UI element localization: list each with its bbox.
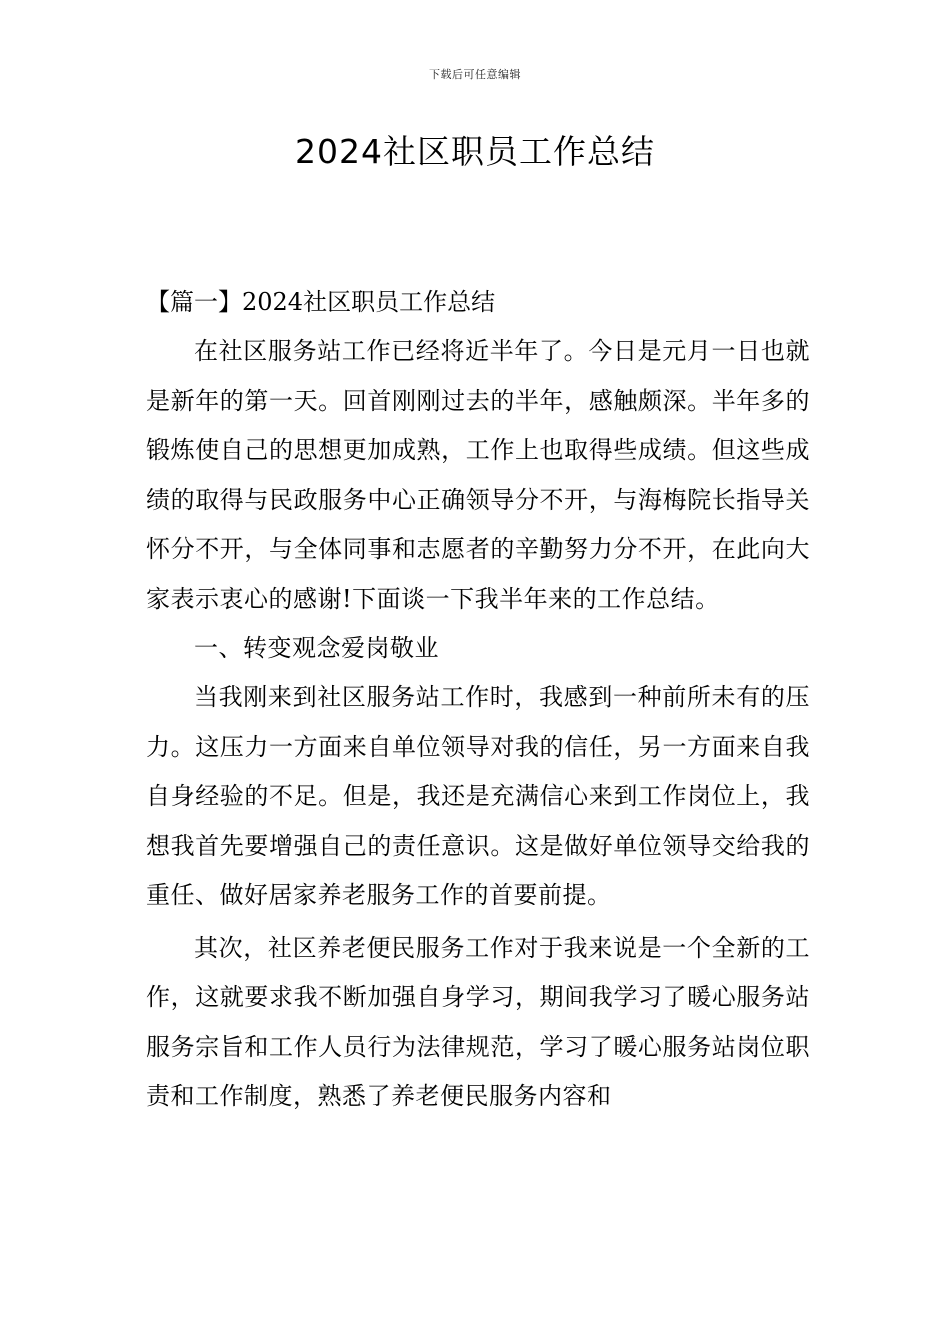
header-note: 下载后可任意编辑 [429, 68, 521, 81]
section-heading: 【篇一】2024社区职员工作总结 [146, 288, 496, 316]
paragraph-3: 其次，社区养老便民服务工作对于我来说是一个全新的工作，这就要求我不断加强自身学习，期间我学习了暖心服务站服务宗旨和工作人员行为法律规范，学习了暖心服务站岗位职责和工作制度，熟悉了养老便民服务内容和 [146, 933, 810, 1110]
document-body [146, 278, 810, 1122]
paragraph-intro: 在社区服务站工作已经将近半年了。今日是元月一日也就是新年的第一天。回首刚刚过去的半年，感触颇深。半年多的锻炼使自己的思想更加成熟，工作上也取得些成绩。但这些成绩的取得与民政服务中心正确领导分不开，与海梅院长指导关怀分不开，与全体同事和志愿者的辛勤努力分不开，在此向大家表示衷心的感谢!下面谈一下我半年来的工作总结。 [146, 337, 810, 613]
subheading-1: 一、转变观念爱岗敬业 [194, 634, 439, 662]
document-title: 2024社区职员工作总结 [295, 132, 655, 171]
paragraph-2: 当我刚来到社区服务站工作时，我感到一种前所未有的压力。这压力一方面来自单位领导对我的信任，另一方面来自我自身经验的不足。但是，我还是充满信心来到工作岗位上，我想我首先要增强自己的责任意识。这是做好单位领导交给我的重任、做好居家养老服务工作的首要前提。 [146, 683, 810, 909]
